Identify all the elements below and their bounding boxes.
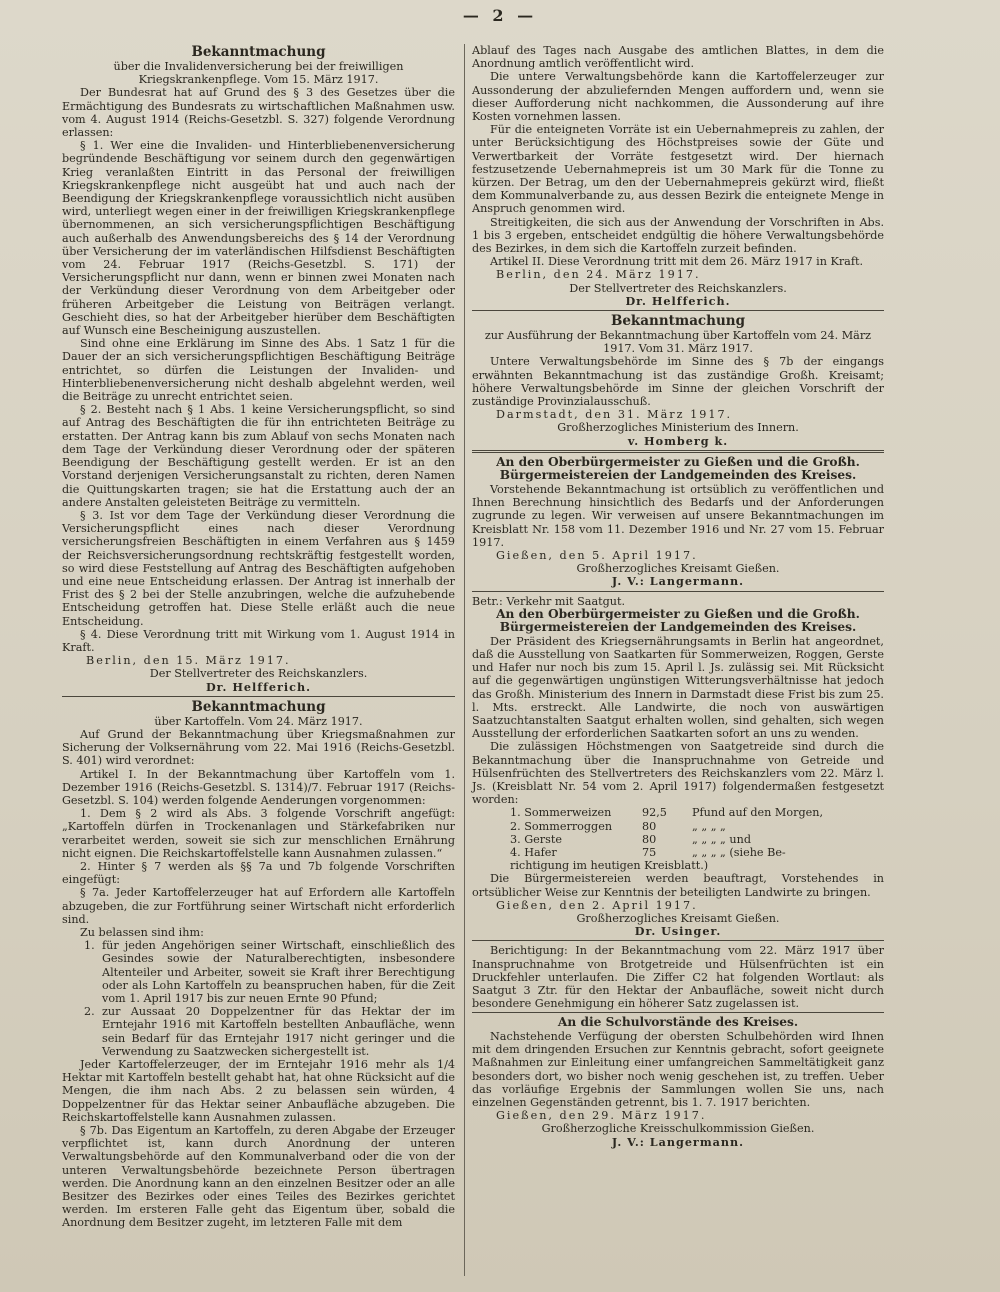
signature: J. V.: Langermann.	[611, 1134, 745, 1149]
paragraph: Für die enteigneten Vorräte ist ein Uebernahmepreis zu zahlen, der unter Berücksichtigung des Höchstpreises sowie der Güte und Verwertbarkeit der Vorräte festgesetzt wird. Der hiernach festzusetzende Uebernahmepreis ist um 30 Mark für die Tonne zu kürzen. Der Betrag, um den der Uebernahmepreis gekürzt wird, fließt dem Kommunalverbande zu, aus dessen Bezirk die enteignete Menge in Anspruch genommen wird.	[472, 123, 884, 216]
divider	[472, 591, 884, 592]
section-subtitle: über die Invalidenversicherung bei der freiwilligen Kriegskrankenpflege. Vom 15. März 1917.	[113, 60, 404, 87]
place-date: Darmstadt, den 31. März 1917.	[496, 408, 733, 422]
authority: Großherzogliche Kreisschulkommission Gießen.	[541, 1122, 815, 1136]
section-title: Bekanntmachung	[610, 313, 746, 330]
section-title: An die Schulvorstände des Kreises.	[557, 1015, 799, 1030]
signature: Dr. Helfferich.	[205, 679, 312, 694]
subject-line: Betr.: Verkehr mit Saatgut.	[472, 594, 626, 608]
divider	[472, 450, 884, 453]
divider	[62, 696, 455, 697]
signature: Dr. Usinger.	[634, 924, 722, 939]
list	[62, 939, 455, 1058]
place-date: Berlin, den 15. März 1917.	[86, 654, 291, 668]
section-title: An den Oberbürgermeister zu Gießen und die Großh. Bürgermeistereien der Landgemeinden des Kreises.	[496, 606, 860, 635]
paragraph: Die untere Verwaltungsbehörde kann die Kartoffelerzeuger zur Aussonderung der abzuliefernden Mengen auffordern und, wenn sie dieser Aufforderung nicht nachkommen, die Aussonderung auf ihre Kosten vornehmen lassen.	[472, 70, 884, 124]
paragraph: Die Bürgermeistereien werden beauftragt, Vorstehendes in ortsüblicher Weise zur Kenntnis der beteiligten Landwirte zu bringen.	[472, 872, 884, 899]
paragraph: § 1. Wer eine die Invaliden- und Hinterbliebenenversicherung begründende Beschäftigung vor seinem durch den gegenwärtigen Krieg veranlaßten Eintritt in das Personal der freiwilligen Kriegskrankenpflege nicht ausgeübt hat und auch nach der Beendigung der Kriegskrankenpflege voraussichtlich nicht ausüben wird, unterliegt wegen einer in der freiwilligen Kriegskrankenpflege übernommenen, an sich versicherungspflichtigen Beschäftigung auch außerhalb des Anwendungsbereichs des § 14 der Verordnung über Versicherung der im vaterländischen Hilfsdienst Beschäftigten vom 24. Februar 1917 (Reichs-Gesetzbl. S. 171) der Versicherungspflicht nur dann, wenn er binnen zwei Monaten nach der Verkündung dieser Verordnung von dem Arbeitgeber oder früheren Arbeitgeber die Leistung von Beiträgen verlangt. Geschieht dies, so hat der Arbeitgeber hierüber dem Beschäftigten auf Wunsch eine Bescheinigung auszustellen.	[62, 139, 455, 338]
paragraph: Untere Verwaltungsbehörde im Sinne des § 7b der eingangs erwähnten Bekanntmachung ist das zuständige Großh. Kreisamt; höhere Verwaltungsbehörde im Sinne der gleichen Vorschrift der zuständige Provinzialausschuß.	[472, 355, 884, 409]
place-date: Berlin, den 24. März 1917.	[496, 268, 701, 282]
paragraph: Der Präsident des Kriegsernährungsamts in Berlin hat angeordnet, daß die Ausstellung von Saatkarten für Sommerweizen, Roggen, Gerste und Hafer nur noch bis zum 15. April l. Js. zulässig sei. Mit Rücksicht auf die gegenwärtigen ungünstigen Witterungsverhältnisse hat jedoch das Großh. Ministerium des Innern in Darmstadt diese Frist bis zum 25. l. Mts. erstreckt. Alle Landwirte, die noch von auswärtigen Saatzuchtanstalten Saatgut erhalten wollen, sind gehalten, sich wegen Ausstellung der erforderlichen Saatkarten sofort an uns zu wenden.	[472, 634, 884, 741]
signature: J. V.: Langermann.	[611, 574, 745, 589]
table-row: 4. Hafer 75 „ „ „ „ (siehe Be-	[510, 845, 786, 859]
paragraph: Vorstehende Bekanntmachung ist ortsüblich zu veröffentlichen und Ihnen Berechnung hinsichtlich des Bedarfs und der Anforderungen zugrunde zu legen. Wir verweisen auf unsere Bekanntmachungen im Kreisblatt Nr. 158 vom 11. Dezember 1916 und Nr. 27 vom 15. Februar 1917.	[472, 482, 884, 549]
paragraph: § 4. Diese Verordnung tritt mit Wirkung vom 1. August 1914 in Kraft.	[62, 627, 455, 654]
column-rule	[464, 44, 465, 1276]
divider	[472, 1012, 884, 1013]
correction-notice: Berichtigung: In der Bekanntmachung vom 22. März 1917 über Inanspruchnahme von Brotgetreide und Hülsenfrüchten ist ein Druckfehler unterlaufen. Die Ziffer C2 hat folgenden Wortlaut: als Saatgut 3 Ztr. für den Hektar der Anbaufläche, soweit nicht durch besondere Genehmigung ein höherer Satz zugelassen ist.	[472, 944, 884, 1011]
paragraph: Ablauf des Tages nach Ausgabe des amtlichen Blattes, in dem die Anordnung amtlich veröffentlicht wird.	[472, 44, 884, 71]
table-row: richtigung im heutigen Kreisblatt.)	[510, 859, 709, 873]
section-title: Bekanntmachung	[191, 44, 326, 60]
signature: Dr. Helfferich.	[625, 293, 731, 308]
section-title: Bekanntmachung	[191, 698, 326, 715]
paragraph: Die zulässigen Höchstmengen von Saatgetreide sind durch die Bekanntmachung über die Inanspruchnahme von Getreide und Hülsenfrüchten des Stellvertreters des Reichskanzlers vom 22. März l. Js. (Kreisblatt Nr. 54 vom 2. April 1917) folgendermaßen festgesetzt worden:	[472, 740, 884, 807]
divider	[472, 940, 884, 941]
authority: Großherzogliches Kreisamt Gießen.	[576, 562, 780, 576]
paragraph: Sind ohne eine Erklärung im Sinne des Abs. 1 Satz 1 für die Dauer der an sich versicherungspflichtigen Beschäftigung Beiträge entrichtet, so dürfen die Leistungen der Invaliden- und Hinterbliebenenversicherung nicht deshalb abgelehnt werden, weil die Beiträge zu unrecht entrichtet seien.	[62, 337, 455, 404]
paragraph: § 3. Ist vor dem Tage der Verkündung dieser Verordnung die Versicherungspflicht eines nach dieser Verordnung versicherungsfreien Beschäftigten in einem Verfahren aus § 1459 der Reichsversicherungsordnung rechtskräftig festgestellt worden, so wird diese Feststellung auf Antrag des Beschäftigten aufgehoben und eine neue Entscheidung erlassen. Der Antrag ist innerhalb der Frist des § 2 bei der Stelle anzubringen, welche die aufzuhebende Entscheidung getroffen hat. Diese Stelle erläßt auch die neue Entscheidung.	[62, 508, 455, 628]
page-number: — 2 —	[462, 6, 538, 25]
divider	[472, 310, 884, 311]
paragraph: Artikel I. In der Bekanntmachung über Kartoffeln vom 1. Dezember 1916 (Reichs-Gesetzbl. S. 1314)/7. Februar 1917 (Reichs-Gesetzbl. S. 104) werden folgende Aenderungen vorgenommen:	[62, 767, 455, 807]
paragraph: 1. Dem § 2 wird als Abs. 3 folgende Vorschrift angefügt: „Kartoffeln dürfen in Trockenanlagen und Stärkefabriken nur verarbeitet werden, soweit sie sich zur menschlichen Ernährung nicht eignen. Die Reichskartoffelstelle kann Ausnahmen zulassen.“	[62, 807, 455, 860]
paragraph: 2. Hinter § 7 werden als §§ 7a und 7b folgende Vorschriften eingefügt:	[62, 859, 455, 887]
list-item: 2. zur Aussaat 20 Doppelzentner für das Hektar der im Erntejahr 1916 mit Kartoffeln bestellten Anbaufläche, wenn sein Bedarf für das Erntejahr 1917 nicht geringer und die Verwendung zu Saatzwecken sichergestellt ist.	[84, 1005, 455, 1058]
place-date: Gießen, den 2. April 1917.	[496, 898, 698, 912]
section-title: An den Oberbürgermeister zu Gießen und die Großh. Bürgermeistereien der Landgemeinden des Kreises.	[496, 454, 860, 483]
signature: v. Homberg k.	[627, 433, 729, 448]
paragraph: Streitigkeiten, die sich aus der Anwendung der Vorschriften in Abs. 1 bis 3 ergeben, entscheidet endgültig die höhere Verwaltungsbehörde des Bezirkes, in dem sich die Kartoffeln zurzeit befinden.	[472, 215, 884, 256]
authority: Der Stellvertreter des Reichskanzlers.	[149, 667, 368, 681]
paragraph: Nachstehende Verfügung der obersten Schulbehörden wird Ihnen mit dem dringenden Ersuchen zur Kenntnis gebracht, sofort geeignete Maßnahmen zur Einleitung einer umfangreichen Sammeltätigkeit ganz besonders dort, wo bisher noch wenig geschehen ist, zu treffen. Ueber das vorläufige Ergebnis der Sammlungen wollen Sie uns, nach einzelnen Gegenständen getrennt, bis 1. 7. 1917 berichten.	[472, 1029, 884, 1109]
left-column	[62, 44, 455, 1230]
right-column	[472, 44, 884, 1149]
table-row: 1. Sommerweizen 92,5 Pfund auf den Morgen,	[510, 806, 823, 820]
paragraph: § 2. Besteht nach § 1 Abs. 1 keine Versicherungspflicht, so sind auf Antrag des Beschäftigten die für ihn entrichteten Beiträge zu erstatten. Der Antrag kann bis zum Ablauf von sechs Monaten nach dem Tage der Verkündung dieser Verordnung oder der späteren Beendigung der Beschäftigung gestellt werden. Er ist an den Vorstand derjenigen Versicherungsanstalt zu richten, deren Namen die Quittungskarten tragen; sie hat die Erstattung auch der an andere Anstalten geleisteten Beiträge zu vermitteln.	[62, 403, 455, 509]
paragraph: Auf Grund der Bekanntmachung über Kriegsmaßnahmen zur Sicherung der Volksernährung vom 22. Mai 1916 (Reichs-Gesetzbl. S. 401) wird verordnet:	[62, 727, 455, 768]
paragraph: Der Bundesrat hat auf Grund des § 3 des Gesetzes über die Ermächtigung des Bundesrats zu wirtschaftlichen Maßnahmen usw. vom 4. August 1914 (Reichs-Gesetzbl. S. 327) folgende Verordnung erlassen:	[62, 86, 455, 140]
authority: Großherzogliches Kreisamt Gießen.	[576, 911, 780, 925]
authority: Der Stellvertreter des Reichskanzlers.	[569, 281, 787, 295]
paragraph: Artikel II. Diese Verordnung tritt mit dem 26. März 1917 in Kraft.	[490, 255, 864, 269]
table-row: 2. Sommerroggen 80 „ „ „ „	[510, 819, 726, 833]
paragraph: § 7a. Jeder Kartoffelerzeuger hat auf Erfordern alle Kartoffeln abzugeben, die zur Fortführung seiner Wirtschaft nicht erforderlich sind.	[62, 886, 455, 926]
place-date: Gießen, den 5. April 1917.	[496, 548, 698, 562]
paragraph: § 7b. Das Eigentum an Kartoffeln, zu deren Abgabe der Erzeuger verpflichtet ist, kann durch Anordnung der unteren Verwaltungsbehörde auf den Kommunalverband oder die von der unteren Verwaltungsbehörde bezeichnete Person übertragen werden. Die Anordnung kann an den einzelnen Besitzer oder an alle Besitzer des Bezirkes oder eines Teiles des Bezirkes gerichtet werden. Im ersteren Falle geht das Eigentum über, sobald die Anordnung dem Besitzer zugeht, im letzteren Falle mit dem	[62, 1124, 455, 1230]
list-item: 1. für jeden Angehörigen seiner Wirtschaft, einschließlich des Gesindes sowie der Naturalberechtigten, insbesondere Altenteiler und Arbeiter, soweit sie Kraft ihrer Berechtigung oder als Lohn Kartoffeln zu beanspruchen haben, für die Zeit vom 1. April 1917 bis zur neuen Ernte 90 Pfund;	[84, 939, 455, 1006]
paragraph: Zu belassen sind ihm:	[80, 926, 204, 939]
place-date: Gießen, den 29. März 1917.	[496, 1109, 707, 1123]
paragraph: Jeder Kartoffelerzeuger, der im Erntejahr 1916 mehr als 1/4 Hektar mit Kartoffeln bestellt gehabt hat, hat ohne Rücksicht auf die Mengen, die ihm nach Abs. 2 zu belassen sein würden, 4 Doppelzentner für das Hektar seiner Anbaufläche abzugeben. Die Reichskartoffelstelle kann Ausnahmen zulassen.	[62, 1058, 455, 1124]
section-subtitle: über Kartoffeln. Vom 24. März 1917.	[154, 714, 363, 728]
authority: Großherzogliches Ministerium des Innern.	[557, 421, 799, 435]
section-subtitle: zur Ausführung der Bekanntmachung über Kartoffeln vom 24. März 1917. Vom 31. März 1917.	[484, 329, 872, 356]
quantity-table	[510, 806, 884, 872]
table-row: 3. Gerste 80 „ „ „ „ und	[510, 832, 751, 846]
